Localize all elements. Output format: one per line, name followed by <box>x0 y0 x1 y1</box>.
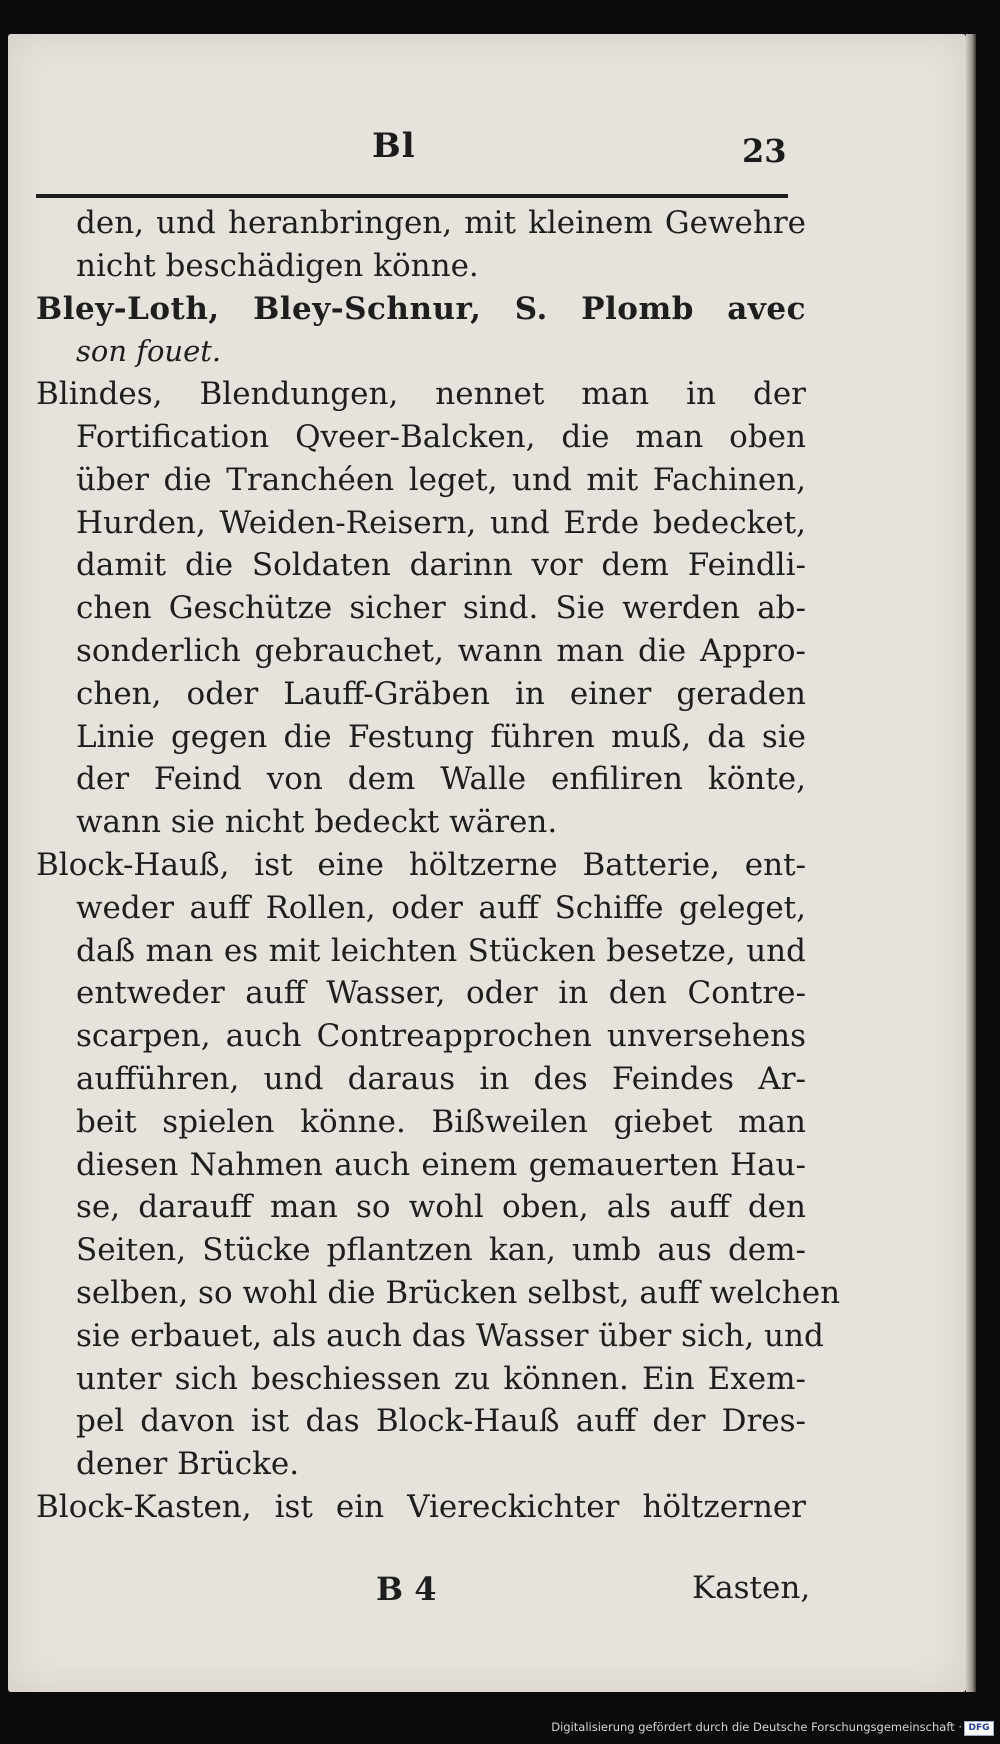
text-line: Linie gegen die Festung führen muß, da sie <box>76 718 806 755</box>
catchword: Kasten, <box>692 1570 811 1606</box>
text-line: sie erbauet, als auch das Wasser über sich, und <box>76 1317 824 1354</box>
text-line: Hurden, Weiden-Reisern, und Erde bedecket, <box>76 504 806 541</box>
entry-headword-line: Blindes, Blendungen, nennet man in der <box>36 376 806 413</box>
text-line: weder auff Rollen, oder auff Schiffe geleget, <box>76 889 806 926</box>
text-line: scarpen, auch Contreapprochen unversehens <box>76 1018 806 1055</box>
text-line: chen Geschütze sicher sind. Sie werden ab- <box>76 590 806 627</box>
text-line: der Feind von dem Walle enfiliren könte, <box>76 761 806 798</box>
signature-mark: B 4 <box>376 1570 437 1608</box>
text-line: beit spielen könne. Bißweilen giebet man <box>76 1103 806 1140</box>
entry-headword-line: Bley-Loth, Bley-Schnur, S. Plomb avec <box>36 290 806 327</box>
text-line: sonderlich gebrauchet, wann man die Appro- <box>76 632 806 669</box>
footer-bar <box>0 1712 1000 1744</box>
text-line: pel davon ist das Block-Hauß auff der Dres- <box>76 1403 806 1440</box>
text-line: chen, oder Lauff-Gräben in einer geraden <box>76 675 806 712</box>
text-line: nicht beschädigen könne. <box>76 247 479 284</box>
text-line: selben, so wohl die Brücken selbst, auff welchen <box>76 1274 841 1311</box>
header-rule <box>36 194 788 198</box>
running-head <box>8 126 966 176</box>
text-line: damit die Soldaten darinn vor dem Feindli- <box>76 547 806 584</box>
text-line: diesen Nahmen auch einem gemauerten Hau- <box>76 1146 806 1183</box>
text-line: se, darauff man so wohl oben, als auff den <box>76 1189 806 1226</box>
text-line: über die Tranchéen leget, und mit Fachinen, <box>76 461 806 498</box>
text-line: son fouet. <box>76 334 222 369</box>
text-line: unter sich beschiessen zu können. Ein Exem- <box>76 1360 806 1397</box>
text-block <box>36 202 841 1529</box>
text-line: dener Brücke. <box>76 1446 300 1483</box>
funding-credit: Digitalisierung gefördert durch die Deutsche Forschungsgemeinschaft · <box>551 1720 962 1734</box>
text-line: daß man es mit leichten Stücken besetze, und <box>76 932 806 969</box>
text-line: entweder auff Wasser, oder in den Contre- <box>76 975 806 1012</box>
book-page <box>8 34 966 1692</box>
entry-headword-line: Block-Hauß, ist eine höltzerne Batterie, ent- <box>36 846 806 883</box>
running-head-letters: Bl <box>372 126 416 166</box>
page-number: 23 <box>742 132 787 170</box>
dfg-logo-icon: DFG <box>964 1721 994 1736</box>
page-edge <box>966 34 976 1692</box>
text-line: Fortification Qveer-Balcken, die man oben <box>76 418 806 455</box>
catchline <box>36 1570 816 1614</box>
text-line: aufführen, und daraus in des Feindes Ar- <box>76 1060 806 1097</box>
text-line: Seiten, Stücke pflantzen kan, umb aus dem- <box>76 1232 806 1269</box>
text-line: wann sie nicht bedeckt wären. <box>76 804 558 841</box>
entry-headword-line: Block-Kasten, ist ein Viereckichter höltzerner <box>36 1488 806 1525</box>
text-line: den, und heranbringen, mit kleinem Gewehre <box>76 205 806 241</box>
